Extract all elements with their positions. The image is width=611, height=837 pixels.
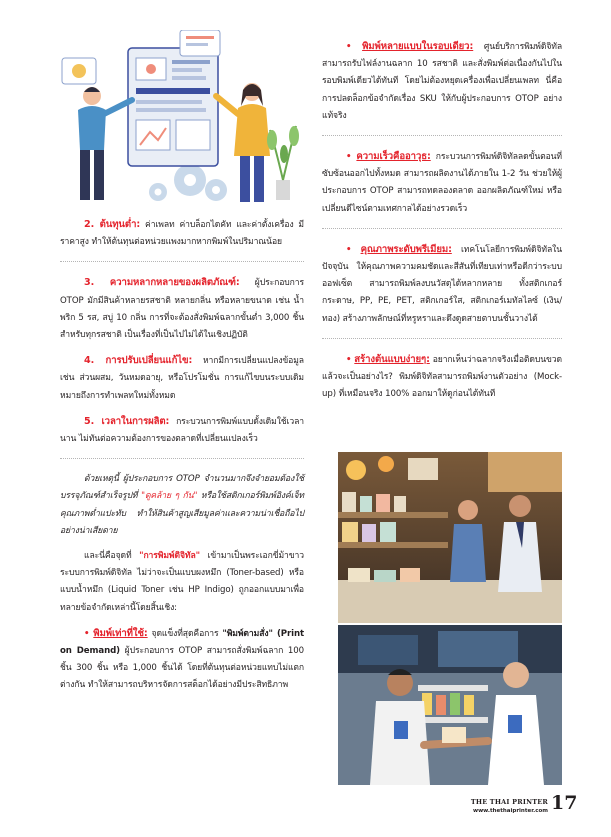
point-2-paragraph	[60, 216, 304, 251]
bullet-1-text-1: จุดแข็งที่สุดคือการ	[147, 628, 223, 639]
bullet-1-paragraph	[60, 625, 304, 695]
divider	[60, 458, 304, 459]
bullet-3-dot: •	[346, 152, 352, 163]
otop-booth-photo	[338, 452, 562, 623]
bullet-5-paragraph	[322, 351, 562, 404]
bullet-2-heading: พิมพ์หลายแบบในรอบเดียว:	[362, 41, 474, 52]
quote-part-2: หรือใช้สติกเกอร์พิมพ์อิงค์เจ็ทคุณภาพต่ำแปะทับ ทำให้สินค้าสูญเสียมูลค่าและความน่าเชื่อถือไปอย่างน่าเสียดาย	[60, 491, 304, 536]
divider	[322, 338, 562, 339]
bullet-4-text: เทคโนโลยีการพิมพ์ดิจิทัลในปัจจุบัน ให้คุณภาพความคมชัดและสีสันที่เทียบเท่าหรือดีกว่าระบบออฟเซ็ต สามารถพิมพ์ลงบนวัสดุได้หลากหลาย ทั้งสติกเกอร์กระดาษ, PP, PE, PET, สติกเกอร์ใส, สติกเกอร์เมทัลไลซ์ (เงิน/ทอง) สร้างภาพลักษณ์ที่หรูหราและดึงดูดสายตาบนชั้นวางได้	[322, 244, 562, 324]
bullet-3-heading: ความเร็วคืออาวุธ:	[356, 151, 431, 163]
people-pointing-at-screen-illustration	[40, 30, 302, 210]
right-column	[322, 38, 562, 411]
divider	[322, 135, 562, 136]
quote-highlight: "ดูคล้าย ๆ กัน"	[141, 491, 198, 502]
bullet-3-paragraph	[322, 148, 562, 218]
point-3-heading: 3. ความหลากหลายของผลิตภัณฑ์:	[84, 277, 240, 289]
quote-paragraph	[60, 471, 304, 540]
divider	[322, 228, 562, 229]
point-4-paragraph	[60, 352, 304, 405]
point-3-paragraph	[60, 274, 304, 344]
bullet-4-paragraph	[322, 241, 562, 328]
bullet-4-dot: •	[346, 244, 352, 255]
bullet-2-text: ศูนย์บริการพิมพ์ดิจิทัลสามารถรับไฟล์งานฉลาก 10 รสชาติ และสั่งพิมพ์ต่อเนื่องกันไปในรอบพิมพ์เดียวได้ทันที โดยไม่ต้องหยุดเครื่องเพื่อเปลี่ยนเพลท นี่คือการปลดล็อกข้อจำกัดเรื่อง SKU ให้กับผู้ประกอบการ OTOP อย่างแท้จริง	[322, 42, 562, 121]
bullet-1-bold: "พิมพ์ตามสั่ง" (Print on Demand)	[60, 628, 304, 657]
intro-part-1: และนี่คือจุดที่	[84, 551, 140, 562]
divider	[60, 261, 304, 262]
point-2-heading: 2. ต้นทุนต่ำ:	[84, 219, 141, 230]
point-4-heading: 4. การปรับเปลี่ยนแก้ไข:	[84, 355, 193, 367]
intro-paragraph	[60, 548, 304, 617]
bullet-3-text: กระบวนการพิมพ์ดิจิทัลลดขั้นตอนที่ซับซ้อนออกไปทั้งหมด สามารถผลิตงานได้ภายใน 1-2 วัน ช่วยให้ผู้ประกอบการ OTOP สามารถทดลองตลาด ออกผลิตภัณฑ์ใหม่ หรือเปลี่ยนดีไซน์ตามเทศกาลได้อย่างรวดเร็ว	[322, 152, 562, 214]
handshake-at-booth-photo	[338, 625, 562, 785]
bullet-5-text: อยากเห็นว่าฉลากจริงเมื่อติดบนขวดแล้วจะเป็นอย่างไร? พิมพ์ดิจิทัลสามารถพิมพ์งานตัวอย่าง (Mock-up) ที่เหมือนจริง 100% ออกมาให้ดูก่อนได้ทันที	[322, 354, 562, 400]
publication-name: THE THAI PRINTER	[470, 798, 548, 806]
bullet-1-dot: •	[84, 628, 90, 639]
intro-highlight: "การพิมพ์ดิจิทัล"	[139, 551, 201, 562]
point-5-paragraph	[60, 413, 304, 448]
point-3-text: ผู้ประกอบการ OTOP มักมีสินค้าหลายรสชาติ หลายกลิ่น หรือหลายขนาด เช่น น้ำพริก 5 รส, สบู่ 10 กลิ่น การที่จะต้องสั่งพิมพ์ฉลากขั้นต่ำ 3,000 ชิ้น สำหรับทุกรสชาติ เป็นเรื่องที่เป็นไปไม่ได้ในเชิงปฏิบัติ	[60, 278, 304, 341]
bullet-2-dot: •	[346, 42, 352, 52]
bullet-2-paragraph	[322, 38, 562, 125]
bullet-5-dot: •	[346, 354, 352, 365]
page-number: 17	[551, 792, 578, 814]
quote-part-1: ด้วยเหตุนี้ ผู้ประกอบการ OTOP จำนวนมากจึงจำยอมต้องใช้บรรจุภัณฑ์สำเร็จรูปที่	[60, 474, 304, 502]
point-2-text: ค่าเพลท ค่าบล็อกไดคัท และค่าตั้งเครื่อง มีราคาสูง ทำให้ต้นทุนต่อหน่วยแพงมากหากพิมพ์ในปริมาณน้อย	[60, 220, 305, 248]
left-column	[60, 216, 304, 703]
bullet-4-heading: คุณภาพระดับพรีเมียม:	[360, 243, 452, 255]
point-5-heading: 5. เวลาในการผลิต:	[84, 415, 170, 427]
bullet-1-text-2: ผู้ประกอบการ OTOP สามารถสั่งพิมพ์ฉลาก 100 ชิ้น 300 ชิ้น หรือ 1,000 ชิ้นได้ โดยที่ต้นทุนต่อหน่วยแทบไม่แตกต่างกัน ทำให้สามารถบริหารจัดการสต็อกได้อย่างมีประสิทธิภาพ	[60, 646, 305, 691]
bullet-5-heading: สร้างต้นแบบง่ายๆ:	[354, 353, 430, 365]
bullet-1-heading: พิมพ์เท่าที่ใช้:	[93, 627, 148, 639]
intro-part-2: เข้ามาเป็นพระเอกขี่ม้าขาว ระบบการพิมพ์ดิจิทัล ไม่ว่าจะเป็นแบบผงหมึก (Toner-based) หรือแบบน้ำหมึก (Liquid Toner เช่น HP Indigo) ถูกออกแบบมาเพื่อทลายข้อจำกัดเหล่านี้โดยสิ้นเชิง:	[60, 551, 304, 613]
publication-url[interactable]: www.thethaiprinter.com	[473, 808, 548, 814]
point-5-text: กระบวนการพิมพ์แบบดั้งเดิมใช้เวลานาน ไม่ทันต่อความต้องการของตลาดที่เปลี่ยนแปลงเร็ว	[60, 416, 304, 445]
point-4-text: หากมีการเปลี่ยนแปลงข้อมูล เช่น ส่วนผสม, วันหมดอายุ, หรือโปรโมชั่น การแก้ไขบนระบบเดิมหมายถึงการทำเพลทใหม่ทั้งหมด	[60, 356, 304, 401]
